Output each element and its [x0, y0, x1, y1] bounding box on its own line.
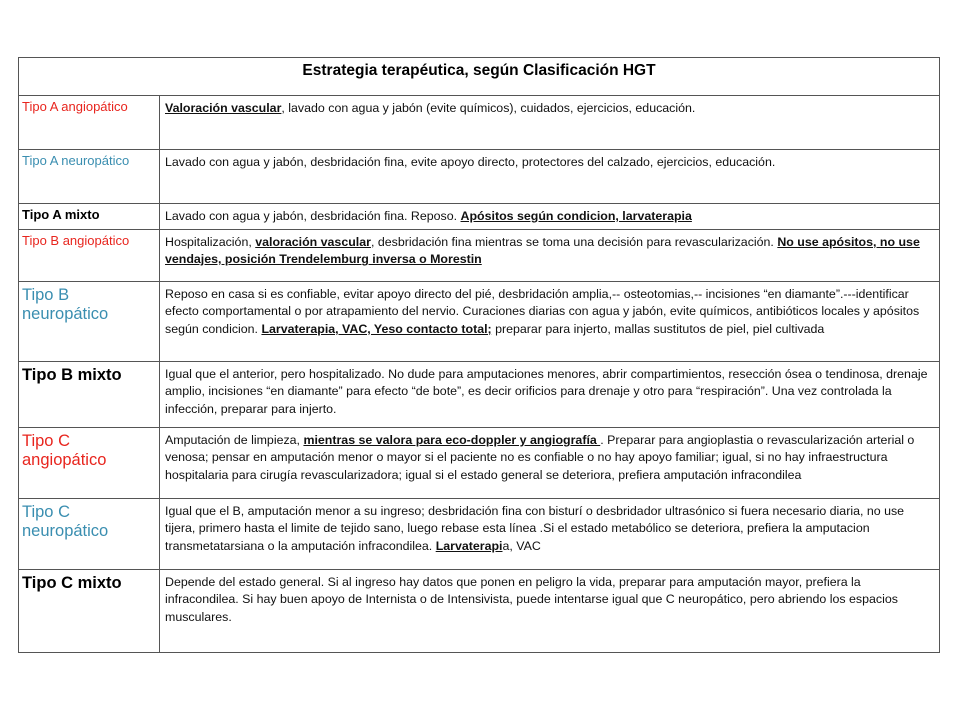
row-description: Igual que el anterior, pero hospitalizado. No dude para amputaciones menores, abrir compartimientos, resección ósea o tendinosa, drenaje amplio, incisiones “en diamante” para efecto “de bote”, es decir orificios para drenaje y otro para “respiración”. Una vez controlada la infección, preparar para injerto. — [160, 362, 940, 428]
row-description: Lavado con agua y jabón, desbridación fina, evite apoyo directo, protectores del calzado, ejercicios, educación. — [160, 150, 940, 204]
table-header-row — [19, 58, 940, 96]
row-label: Tipo A neuropático — [19, 150, 160, 204]
row-label: Tipo C angiopático — [19, 428, 160, 499]
table-row — [19, 230, 940, 282]
row-description: Igual que el B, amputación menor a su ingreso; desbridación fina con bisturí o desbridador ultrasónico si fuera necesario diaria, no use tijera, primero hasta el limite de tejido sano, luego rebase esta línea .Si el estado metabólico se deteriora, prefiera la amputacion transmetatarsiana o la amputación infracondilea. Larvaterapia, VAC — [160, 499, 940, 570]
row-label: Tipo C neuropático — [19, 499, 160, 570]
row-description: Hospitalización, valoración vascular, desbridación fina mientras se toma una decisión para revascularización. No use apósitos, no use vendajes, posición Trendelemburg inversa o Morestin — [160, 230, 940, 282]
row-description: Lavado con agua y jabón, desbridación fina. Reposo. Apósitos según condicion, larvaterapia — [160, 204, 940, 230]
table-title: Estrategia terapéutica, según Clasificación HGT — [19, 58, 940, 96]
table-row — [19, 96, 940, 150]
row-label: Tipo A angiopático — [19, 96, 160, 150]
row-label: Tipo B mixto — [19, 362, 160, 428]
table-row — [19, 362, 940, 428]
row-label: Tipo B angiopático — [19, 230, 160, 282]
table-row — [19, 570, 940, 653]
row-description: Valoración vascular, lavado con agua y jabón (evite químicos), cuidados, ejercicios, educación. — [160, 96, 940, 150]
row-description: Depende del estado general. Si al ingreso hay datos que ponen en peligro la vida, preparar para amputación mayor, prefiera la infracondilea. Si hay buen apoyo de Internista o de Intensivista, puede intentarse igual que C neuropático, pero abriendo los espacios musculares. — [160, 570, 940, 653]
table-row — [19, 428, 940, 499]
table-row — [19, 150, 940, 204]
row-label: Tipo B neuropático — [19, 282, 160, 362]
therapy-strategy-table — [18, 57, 940, 653]
table-row — [19, 204, 940, 230]
table-row — [19, 499, 940, 570]
row-label: Tipo A mixto — [19, 204, 160, 230]
row-label: Tipo C mixto — [19, 570, 160, 653]
table-row — [19, 282, 940, 362]
row-description: Reposo en casa si es confiable, evitar apoyo directo del pié, desbridación amplia,-- osteotomias,-- incisiones “en diamante”.---identificar efecto comportamental o por atrapamiento del nervio. Curaciones diarias con agua y jabón, evite químicos, antibióticos locales y apósitos según condicion. Larvaterapia, VAC, Yeso contacto total; preparar para injerto, mallas sustitutos de piel, piel cultivada — [160, 282, 940, 362]
row-description: Amputación de limpieza, mientras se valora para eco-doppler y angiografía . Preparar para angioplastia o revascularización arterial o venosa; pensar en amputación menor o mayor si el paciente no es confiable o no hay apoyo familiar; igual, si no hay infraestructura hospitalaria para cirugía revascularizadora; igual si el estado general se deteriora, prefiera amputación infracondilea — [160, 428, 940, 499]
